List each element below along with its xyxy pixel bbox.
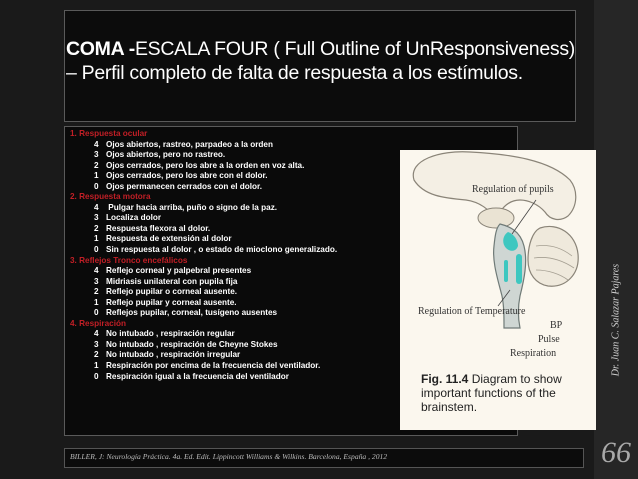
label-bp: BP bbox=[550, 320, 563, 331]
scale-item-score: 0 bbox=[94, 181, 99, 191]
title-rest: ESCALA FOUR ( Full Outline of UnResponsiveness) – Perfil completo de falta de respuesta a los estímulos. bbox=[66, 38, 575, 84]
author-credit-text: Dr. Juan C. Salazar Pajares bbox=[610, 263, 622, 377]
scale-item-score: 1 bbox=[94, 171, 99, 181]
slide-title bbox=[66, 37, 576, 85]
page-number: 66 bbox=[601, 436, 631, 469]
scale-item-text: Ojos abiertos, pero no rastreo. bbox=[106, 150, 226, 160]
scale-item bbox=[70, 234, 420, 245]
bibliographic-reference: BILLER, J: Neurología Práctica. 4a. Ed. Edit. Lippincott Williams & Wilkins. Barcelona, España , 2012 bbox=[70, 452, 388, 461]
scale-item-score: 4 bbox=[94, 266, 99, 276]
scale-item-text: Sin respuesta al dolor , o estado de mioclono generalizado. bbox=[106, 245, 338, 255]
scale-item bbox=[70, 372, 420, 383]
label-respiration: Respiration bbox=[510, 348, 557, 359]
scale-item-score: 4 bbox=[94, 202, 99, 212]
scale-item-text: Ojos cerrados, pero los abre a la orden en voz alta. bbox=[106, 160, 305, 170]
scale-item-text: No intubado , respiración regular bbox=[106, 329, 235, 339]
scale-item bbox=[70, 277, 420, 288]
scale-item-score: 4 bbox=[94, 139, 99, 149]
scale-item bbox=[70, 161, 420, 172]
section-heading: 2. Respuesta motora bbox=[70, 192, 151, 202]
scale-item-text: Pulgar hacia arriba, puño o signo de la paz. bbox=[106, 202, 278, 212]
scale-item bbox=[70, 266, 420, 277]
scale-item-text: Reflejo pupilar o corneal ausente. bbox=[106, 287, 238, 297]
scale-item bbox=[70, 245, 420, 256]
scale-item-score: 3 bbox=[94, 339, 99, 349]
scale-item-text: No intubado , respiración de Cheyne Stokes bbox=[106, 339, 278, 349]
scale-item bbox=[70, 287, 420, 298]
scale-item bbox=[70, 298, 420, 309]
scale-item bbox=[70, 203, 420, 214]
scale-item-text: Midriasis unilateral con pupila fija bbox=[106, 276, 238, 286]
scale-item-score: 2 bbox=[94, 160, 99, 170]
scale-item bbox=[70, 150, 420, 161]
slide-sidebar bbox=[594, 0, 638, 479]
section-heading: 3. Reflejos Tronco encefálicos bbox=[70, 255, 188, 265]
label-regulation-of-temperature: Regulation of Temperature bbox=[418, 306, 526, 317]
label-regulation-of-pupils: Regulation of pupils bbox=[472, 184, 554, 195]
scale-item bbox=[70, 140, 420, 151]
scale-item-text: Localiza dolor bbox=[106, 213, 162, 223]
scale-item-score: 1 bbox=[94, 234, 99, 244]
scale-item-text: Respiración igual a la frecuencia del ventilador bbox=[106, 371, 289, 381]
scale-item-text: Reflejo corneal y palpebral presentes bbox=[106, 266, 252, 276]
figure-number: Fig. 11.4 bbox=[421, 372, 469, 386]
section-heading: 4. Respiración bbox=[70, 318, 126, 328]
scale-item-text: Respiración por encima de la frecuencia del ventilador. bbox=[106, 361, 321, 371]
scale-item-score: 3 bbox=[94, 213, 99, 223]
scale-item bbox=[70, 361, 420, 372]
scale-item-text: Ojos permanecen cerrados con el dolor. bbox=[106, 181, 263, 191]
scale-item-text: Respuesta flexora al dolor. bbox=[106, 223, 211, 233]
scale-item-score: 0 bbox=[94, 308, 99, 318]
scale-item bbox=[70, 213, 420, 224]
brainstem-figure bbox=[400, 150, 596, 430]
scale-item bbox=[70, 350, 420, 361]
figure-caption-text: Diagram to show important functions of the brainstem. bbox=[421, 372, 562, 414]
scale-item-score: 2 bbox=[94, 287, 99, 297]
scale-item-score: 4 bbox=[94, 329, 99, 339]
figure-caption bbox=[421, 372, 593, 414]
title-bold: COMA - bbox=[66, 38, 135, 60]
scale-item-text: Respuesta de extensión al dolor bbox=[106, 234, 232, 244]
scale-item-score: 0 bbox=[94, 371, 99, 381]
scale-item bbox=[70, 224, 420, 235]
scale-item bbox=[70, 171, 420, 182]
scale-item-text: No intubado , respiración irregular bbox=[106, 350, 241, 360]
cerebellum-shape bbox=[528, 226, 578, 286]
scale-item-text: Ojos cerrados, pero los abre con el dolor. bbox=[106, 171, 268, 181]
scale-item-score: 2 bbox=[94, 350, 99, 360]
scale-item bbox=[70, 329, 420, 340]
section-heading: 1. Respuesta ocular bbox=[70, 129, 148, 138]
scale-item bbox=[70, 308, 420, 319]
scale-item-score: 2 bbox=[94, 223, 99, 233]
scale-item-score: 1 bbox=[94, 361, 99, 371]
scale-item bbox=[70, 182, 420, 193]
scale-item-score: 3 bbox=[94, 150, 99, 160]
scale-item-score: 3 bbox=[94, 276, 99, 286]
scale-item-text: Ojos abiertos, rastreo, parpadeo a la orden bbox=[106, 139, 273, 149]
scale-item-score: 0 bbox=[94, 245, 99, 255]
label-pulse: Pulse bbox=[538, 334, 560, 345]
scale-item-text: Reflejos pupilar, corneal, tusígeno ausentes bbox=[106, 308, 278, 318]
scale-item bbox=[70, 340, 420, 351]
four-scale-list bbox=[70, 129, 420, 382]
scale-item-score: 1 bbox=[94, 297, 99, 307]
scale-item-text: Reflejo pupilar y corneal ausente. bbox=[106, 297, 237, 307]
